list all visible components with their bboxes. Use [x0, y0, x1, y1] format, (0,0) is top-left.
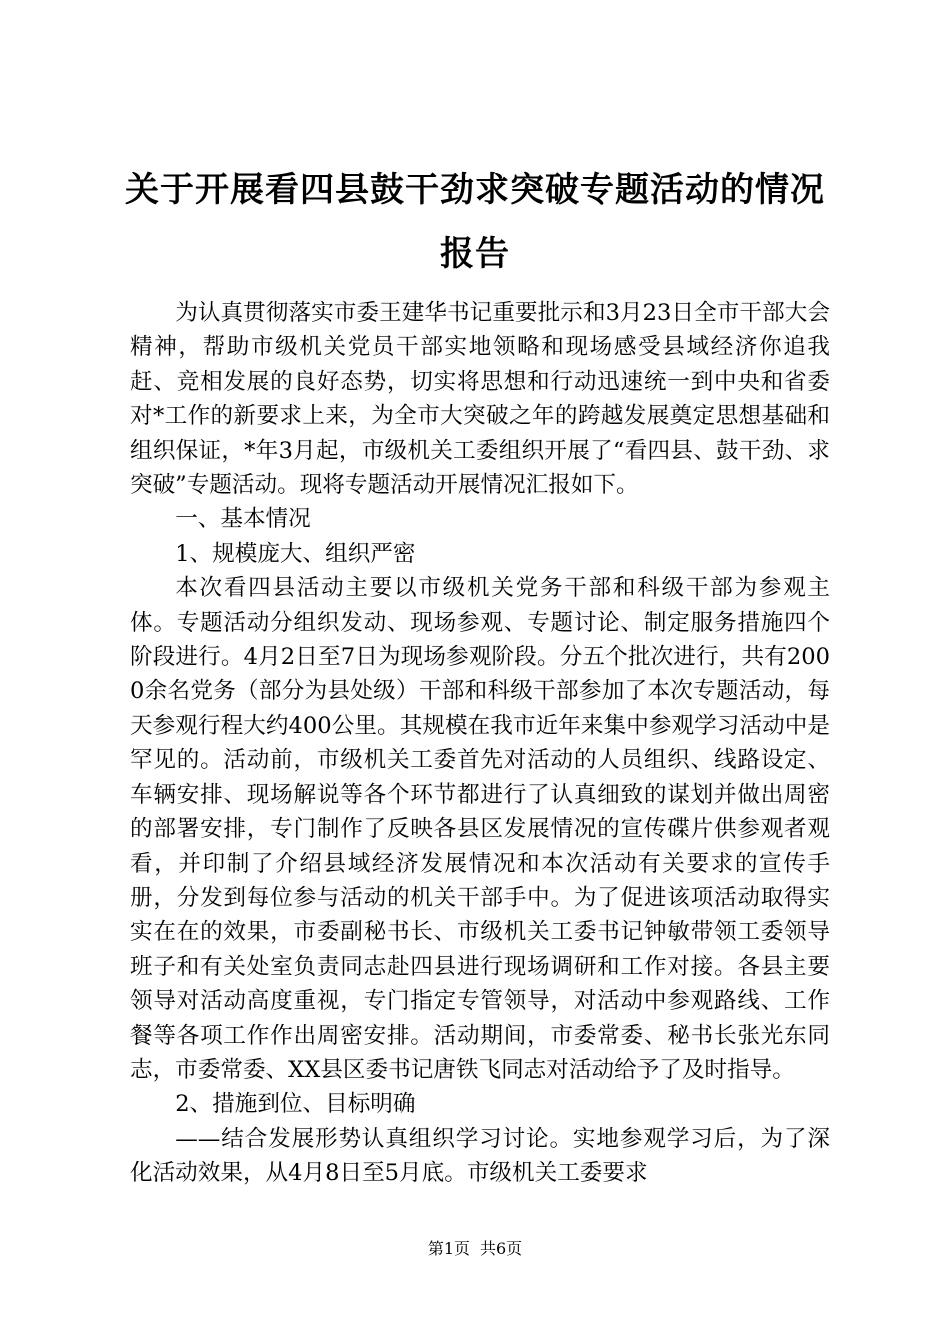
paragraph-activity-details: 本次看四县活动主要以市级机关党务干部和科级干部为参观主体。专题活动分组织发动、现场参观、专题讨论、制定服务措施四个阶段进行。4月2日至7日为现场参观阶段。分五个批次进行，共有2000余名党务（部分为县处级）干部和科级干部参加了本次专题活动，每天参观行程大约400公里。其规模在我市近年来集中参观学习活动中是罕见的。活动前，市级机关工委首先对活动的人员组织、线路设定、车辆安排、现场解说等各个环节都进行了认真细致的谋划并做出周密的部署安排，专门制作了反映各县区发展情况的宣传碟片供参观者观看，并印制了介绍县域经济发展情况和本次活动有关要求的宣传手册，分发到每位参与活动的机关干部手中。为了促进该项活动取得实实在在的效果，市委副秘书长、市级机关工委书记钟敏带领工委领导班子和有关处室负责同志赴四县进行现场调研和工作对接。各县主要领导对活动高度重视，专门指定专管领导，对活动中参观路线、工作餐等各项工作作出周密安排。活动期间，市委常委、秘书长张光东同志，市委常委、XX县区委书记唐铁飞同志对活动给予了及时指导。	[130, 575, 830, 1083]
subheading-measures-goals: 2、措施到位、目标明确	[175, 1091, 416, 1118]
page-footer	[0, 1238, 950, 1260]
page-total: 共6页	[480, 1239, 523, 1258]
paragraph-intro: 为认真贯彻落实市委王建华书记重要批示和3月23日全市干部大会精神，帮助市级机关党员干部实地领略和现场感受县域经济你追我赶、竞相发展的良好态势，切实将思想和行动迅速统一到中央和省委对*工作的新要求上来，为全市大突破之年的跨越发展奠定思想基础和组织保证，*年3月起，市级机关工委组织开展了“看四县、鼓干劲、求突破”专题活动。现将专题活动开展情况汇报如下。	[130, 300, 830, 499]
subheading-scale-organization: 1、规模庞大、组织严密	[175, 540, 416, 567]
document-title: 关于开展看四县鼓干劲求突破专题活动的情况报告	[125, 170, 825, 274]
paragraph-study-discussion: ——结合发展形势认真组织学习讨论。实地参观学习后，为了深化活动效果，从4月8日至5月底。市级机关工委要求	[130, 1125, 830, 1187]
heading-basic-situation: 一、基本情况	[175, 506, 311, 533]
document-body	[130, 296, 830, 1191]
page-number: 第1页	[427, 1239, 470, 1258]
